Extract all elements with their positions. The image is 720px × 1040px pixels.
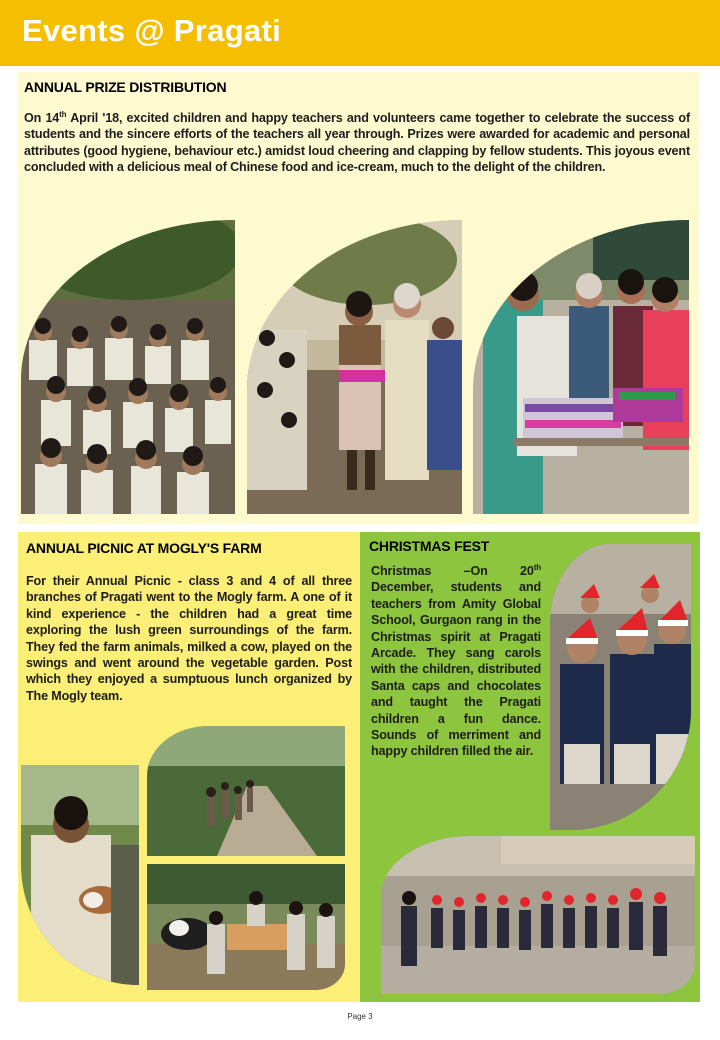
prize-heading: ANNUAL PRIZE DISTRIBUTION: [24, 79, 227, 95]
christmas-section: [360, 532, 700, 1002]
christmas-paragraph: Christmas –On 20th December, students and teachers from Amity Global School, Gurgaon rang in the Christmas spirit at Pragati Arcade. They sang carols with the children, distributed Santa caps and chocolates and taught the Pragati children a fun dance. Sounds of merriment and happy children filled the air.: [371, 562, 541, 759]
picnic-photo-path: [147, 726, 345, 856]
header-banner: [0, 0, 720, 66]
picnic-photo-cow: [147, 864, 345, 990]
page-title: Events @ Pragati: [22, 13, 282, 48]
picnic-photo-girl: [21, 765, 139, 985]
picnic-section: [18, 532, 360, 1002]
page-number: Page 3: [347, 1012, 373, 1021]
christmas-photo-dance: [381, 836, 695, 994]
prize-paragraph: On 14th April '18, excited children and happy teachers and volunteers came together to celebrate the success of students and the sincere efforts of the teachers all year through. Prizes were awarded for academic and personal attributes (good hygiene, behaviour etc.) amidst loud cheering and clapping by fellow students. This joyous event concluded with a delicious meal of Chinese food and ice-cream, much to the delight of the children.: [24, 109, 690, 175]
prize-section: [18, 72, 699, 524]
christmas-heading: CHRISTMAS FEST: [369, 538, 490, 554]
picnic-paragraph: For their Annual Picnic - class 3 and 4 of all three branches of Pragati went to the Mogly farm. A one of it kind experience - the children had a great time exploring the lush green surroundings of the farm. They fed the farm animals, milked a cow, played on the swings and went around the vegetable garden. Post which they enjoyed a sumptuous lunch organized by The Mogly team.: [26, 574, 352, 703]
picnic-heading: ANNUAL PICNIC AT MOGLY'S FARM: [26, 540, 262, 556]
prize-photo-crowd: [21, 220, 235, 514]
prize-photo-teachers: [473, 220, 689, 514]
prize-photo-award: [247, 220, 462, 514]
christmas-photo-caps: [550, 544, 691, 830]
